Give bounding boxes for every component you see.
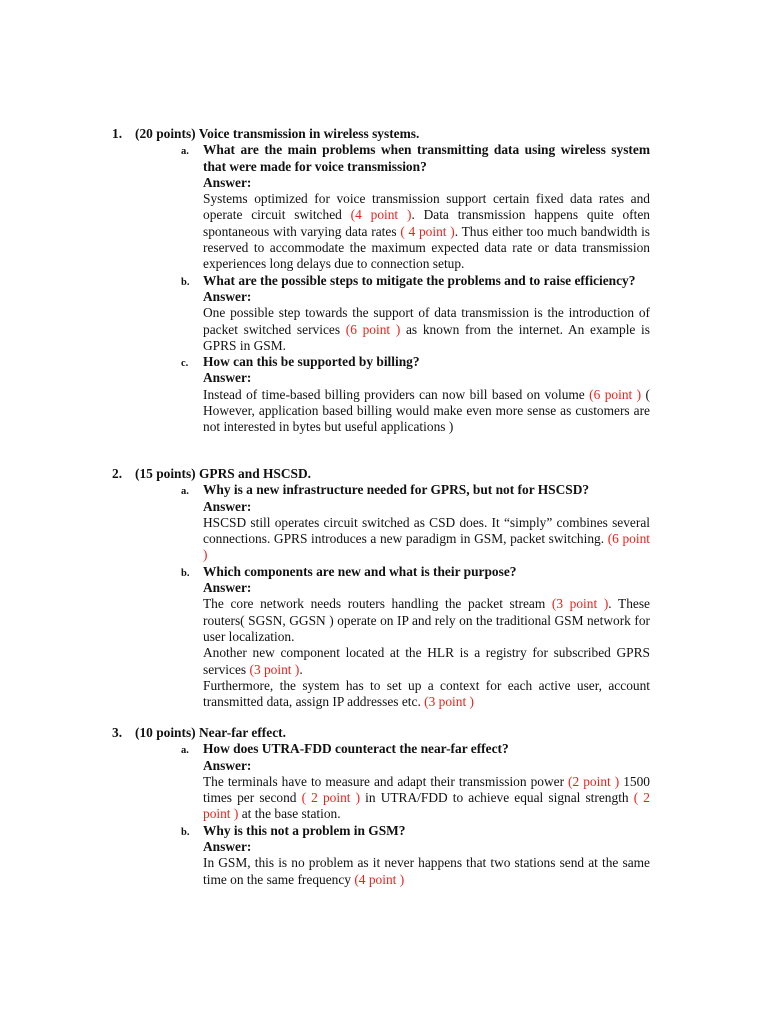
- subquestion-letter: b.: [181, 276, 190, 288]
- subquestion-a: [181, 142, 651, 272]
- answer-paragraph: [203, 515, 650, 564]
- subquestion-text: How can this be supported by billing?: [203, 354, 420, 370]
- answer-paragraph: [203, 305, 650, 354]
- points-annotation: (6 point ): [589, 386, 642, 402]
- points-annotation: (4 point ): [354, 871, 405, 887]
- question-heading: [112, 725, 657, 741]
- subquestion-letter: a.: [181, 146, 189, 158]
- answer-paragraph: [203, 191, 650, 272]
- answer-label: Answer:: [203, 174, 252, 190]
- answer-paragraph: [203, 774, 650, 823]
- subquestion-letter: a.: [181, 745, 189, 757]
- subquestion-letter: b.: [181, 826, 190, 838]
- answer-text: In GSM, this is no problem as it never happens that two stations send at the same time on the same frequency: [203, 855, 650, 887]
- question-heading: [112, 126, 657, 142]
- answer-text: One possible step towards the support of data transmission is the introduction of packet switched services: [203, 305, 650, 337]
- question-number: 3.: [112, 725, 123, 740]
- answer-label: Answer:: [203, 580, 252, 596]
- subquestion-b: [181, 272, 650, 354]
- answer-text: Systems optimized for voice transmission support certain fixed data rates and operate circuit switched: [203, 191, 650, 223]
- question-2: [112, 466, 657, 710]
- points-annotation: (4 point ): [350, 207, 412, 223]
- answer-text: 1500 times per second: [203, 773, 650, 806]
- answer-text: The terminals have to measure and adapt their transmission power: [203, 773, 569, 789]
- points-annotation: (2 point ): [568, 773, 620, 789]
- points-annotation: (6 point ): [345, 321, 401, 337]
- answer-text: . These routers( SGSN, GGSN ) operate on IP and rely on the traditional GSM network for user localization.: [203, 596, 650, 644]
- answer-label: Answer:: [203, 370, 252, 386]
- question-number: 1.: [112, 126, 123, 141]
- subquestion-letter: c.: [181, 358, 189, 370]
- points-annotation: ( 2 point ): [301, 790, 361, 806]
- subquestion-letter: a.: [181, 486, 189, 498]
- answer-label: Answer:: [203, 498, 252, 514]
- subquestion-b: [181, 563, 650, 711]
- answer-label: Answer:: [203, 288, 252, 304]
- question-title: (15 points) GPRS and HSCSD.: [135, 466, 311, 481]
- points-annotation: (6 point ): [203, 531, 650, 563]
- subquestion-text: What are the possible steps to mitigate the problems and to raise efficiency?: [203, 272, 636, 288]
- points-annotation: (3 point ): [424, 694, 474, 710]
- answer-text: Instead of time-based billing providers can now bill based on volume: [203, 386, 590, 402]
- points-annotation: ( 4 point ): [400, 223, 455, 239]
- answer-paragraph: [203, 855, 650, 888]
- question-title: (20 points) Voice transmission in wireless systems.: [135, 126, 420, 141]
- answer-text: Furthermore, the system has to set up a context for each active user, account transmitted data, assign IP addresses etc.: [203, 677, 650, 710]
- answer-text: . Data transmission happens quite often spontaneous with varying data rates: [203, 207, 651, 239]
- answer-text: as known from the internet. An example is GPRS in GSM.: [203, 321, 650, 353]
- question-1: [112, 126, 657, 436]
- question-3: [112, 725, 657, 888]
- points-annotation: (3 point ): [249, 661, 300, 677]
- subquestion-text: Why is a new infrastructure needed for GPRS, but not for HSCSD?: [203, 482, 590, 498]
- question-number: 2.: [112, 466, 123, 481]
- subquestion-c: [181, 354, 650, 435]
- answer-text: ( However, application based billing would make even more sense as customers are not interested in bytes but useful applications ): [203, 386, 650, 435]
- subquestion-text: How does UTRA-FDD counteract the near-far effect?: [203, 741, 509, 757]
- answer-paragraph: [203, 645, 650, 678]
- subquestion-b: [181, 822, 650, 888]
- subquestion-letter: b.: [181, 567, 190, 579]
- points-annotation: ( 2 point ): [203, 790, 650, 822]
- answer-text: HSCSD still operates circuit switched as CSD does. It “simply” combines several connections. GPRS introduces a new paradigm in GSM, packet switching.: [203, 514, 650, 547]
- subquestion-text: Which components are new and what is their purpose?: [203, 563, 517, 579]
- answer-text: at the base station.: [238, 806, 341, 822]
- answer-text: . Thus either too much bandwidth is reserved to accommodate the maximum expected data rate or data transmission experiences long delays due to connection setup.: [203, 223, 651, 272]
- answer-text: Another new component located at the HLR is a registry for subscribed GPRS services: [203, 645, 650, 677]
- answer-text: in UTRA/FDD to achieve equal signal strength: [360, 790, 634, 806]
- subquestion-text: Why is this not a problem in GSM?: [203, 822, 406, 838]
- points-annotation: (3 point ): [551, 596, 609, 612]
- answer-paragraph: [203, 596, 650, 645]
- subquestion-a: [181, 482, 650, 563]
- answer-text: The core network needs routers handling the packet stream: [203, 596, 552, 612]
- answer-paragraph: [203, 678, 650, 711]
- subquestion-text: What are the main problems when transmitting data using wireless system that were made for voice transmission?: [203, 142, 650, 174]
- question-title: (10 points) Near-far effect.: [135, 725, 286, 740]
- answer-paragraph: [203, 387, 650, 436]
- answer-label: Answer:: [203, 757, 252, 773]
- subquestion-a: [181, 741, 650, 822]
- question-heading: [112, 466, 657, 482]
- answer-text: .: [299, 661, 303, 677]
- answer-label: Answer:: [203, 839, 252, 855]
